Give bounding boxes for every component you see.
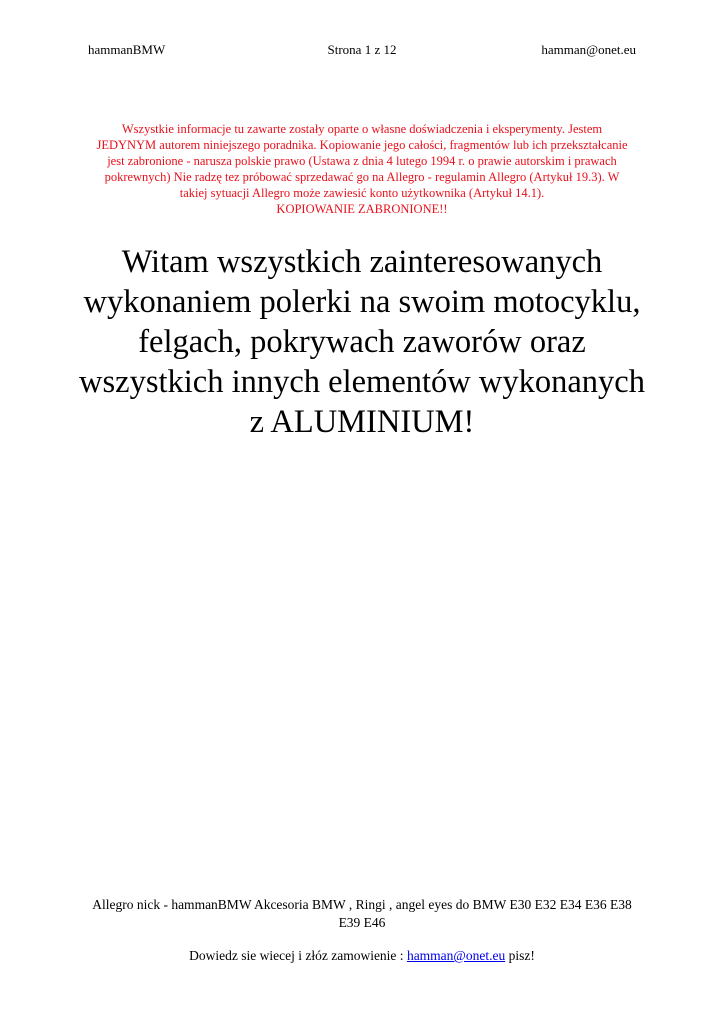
copyright-notice [92,121,632,217]
page-header [88,42,636,62]
copyright-notice-emphasis: KOPIOWANIE ZABRONIONE!! [276,202,448,216]
footer-contact-suffix: pisz! [505,948,535,963]
header-email: hamman@onet.eu [541,42,636,57]
header-page-number: Strona 1 z 12 [327,42,397,57]
header-author: hammanBMW [88,42,166,57]
document-title: Witam wszystkich zainteresowanych wykonaniem polerki na swoim motocyklu, felgach, pokrywach zaworów oraz wszystkich innych elementów wykonanych z ALUMINIUM! [79,244,645,440]
copyright-notice-text: Wszystkie informacje tu zawarte zostały oparte o własne doświadczenia i eksperymenty. Jestem JEDYNYM autorem niniejszego poradnika. Kopiowanie jego całości, fragmentów lub ich przekształcanie jest zabronione - narusza polskie prawo (Ustawa z dnia 4 lutego 1994 r. o prawie autorskim i prawach pokrewnych) Nie radzę tez próbować sprzedawać go na Allegro - regulamin Allegro (Artykuł 19.3). W takiej sytuacji Allegro może zawiesić konto użytkownika (Artykuł 14.1). [96,122,628,200]
footer-contact-prefix: Dowiedz sie wiecej i złóz zamowienie : [189,948,407,963]
footer-contact [80,947,644,965]
contact-email-link[interactable]: hamman@onet.eu [406,948,506,963]
footer-allegro-info: Allegro nick - hammanBMW Akcesoria BMW , Ringi , angel eyes do BMW E30 E32 E34 E36 E38 E39 E46 [92,897,632,930]
